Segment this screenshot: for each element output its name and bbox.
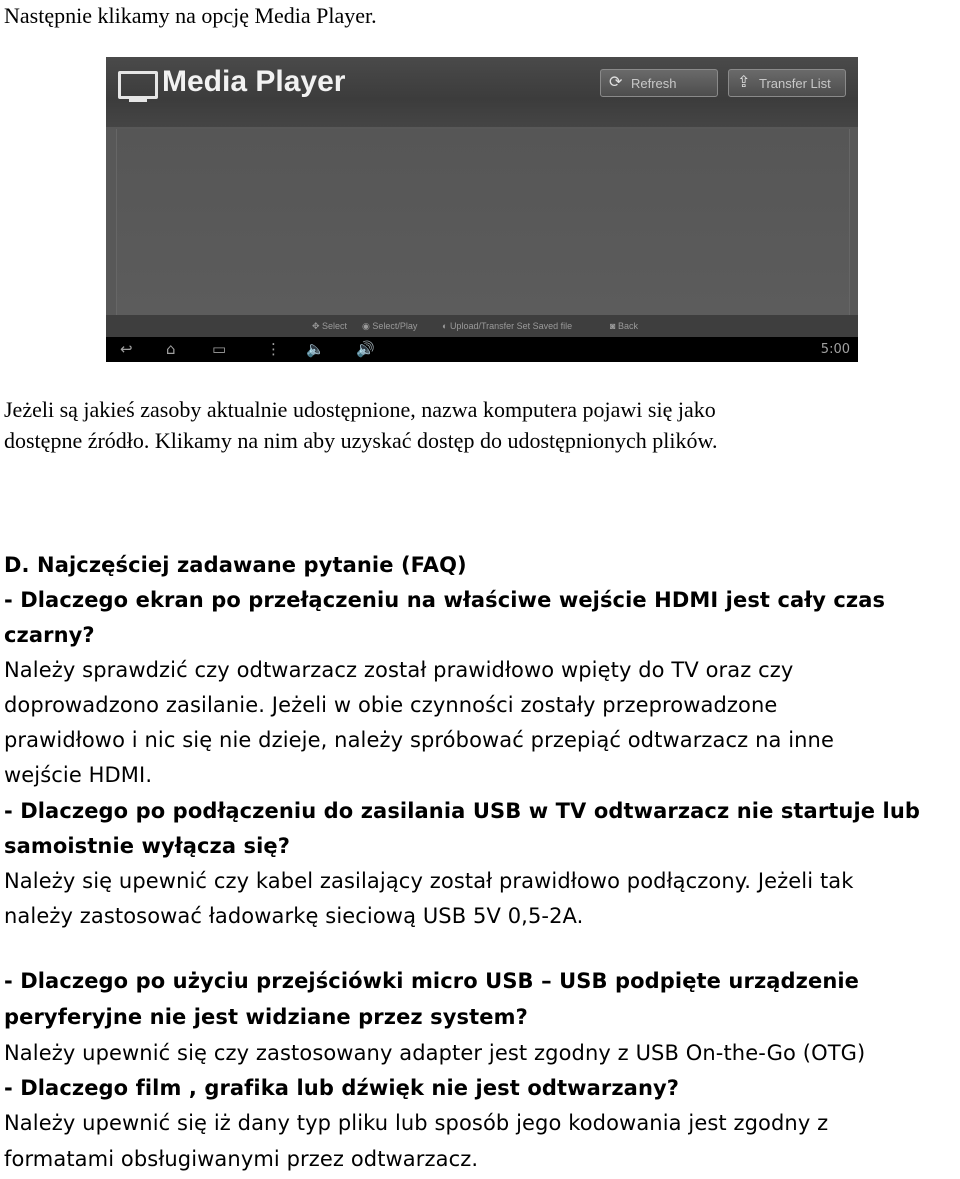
media-player-screenshot xyxy=(106,57,858,362)
paragraph-line: Jeżeli są jakieś zasoby aktualnie udostępnione, nazwa komputera pojawi się jako xyxy=(4,397,716,422)
intro-text: Następnie klikamy na opcję Media Player. xyxy=(4,3,377,28)
app-title: Media Player xyxy=(162,65,346,98)
volume-down-icon[interactable]: 🔈 xyxy=(306,340,325,358)
faq-question-4: - Dlaczego film , grafika lub dźwięk nie jest odtwarzany? xyxy=(4,1076,680,1100)
hint-upload: ◐ Upload/Transfer Set Saved file xyxy=(442,321,573,331)
faq-answer-4: Należy upewnić się iż dany typ pliku lub sposób jego kodowania jest zgodny z xyxy=(4,1111,829,1135)
faq-answer-1: doprowadzono zasilanie. Jeżeli w obie czynności zostały przeprowadzone xyxy=(4,693,778,717)
refresh-label: Refresh xyxy=(631,76,677,91)
transfer-list-label: Transfer List xyxy=(759,76,831,91)
faq-question-1: - Dlaczego ekran po przełączeniu na właściwe wejście HDMI jest cały czas xyxy=(4,588,886,612)
transfer-list-button[interactable] xyxy=(728,69,846,97)
faq-question-2: - Dlaczego po podłączeniu do zasilania USB w TV odtwarzacz nie startuje lub xyxy=(4,799,921,823)
transfer-icon: ⇪ xyxy=(737,74,751,91)
android-nav-bar xyxy=(106,337,858,362)
faq-heading: D. Najczęściej zadawane pytanie (FAQ) xyxy=(4,553,467,577)
status-clock: 5:00 xyxy=(820,342,850,357)
hint-bar xyxy=(106,315,858,337)
faq-answer-1: Należy sprawdzić czy odtwarzacz został prawidłowo wpięty do TV oraz czy xyxy=(4,658,794,682)
faq-question-3: - Dlaczego po użyciu przejściówki micro USB – USB podpięte urządzenie xyxy=(4,969,860,993)
faq-answer-4: formatami obsługiwanymi przez odtwarzacz. xyxy=(4,1147,479,1171)
content-area xyxy=(116,129,850,315)
faq-answer-2: Należy się upewnić czy kabel zasilający został prawidłowo podłączony. Jeżeli tak xyxy=(4,869,854,893)
faq-answer-3: Należy upewnić się czy zastosowany adapter jest zgodny z USB On-the-Go (OTG) xyxy=(4,1041,866,1065)
faq-answer-2: należy zastosować ładowarkę sieciową USB 5V 0,5-2A. xyxy=(4,904,584,928)
app-header xyxy=(106,57,858,127)
faq-question-2: samoistnie wyłącza się? xyxy=(4,834,291,858)
hint-back: ◙ Back xyxy=(610,321,638,331)
refresh-button[interactable] xyxy=(600,69,718,97)
menu-icon[interactable]: ⋮ xyxy=(266,340,281,358)
faq-question-3: peryferyjne nie jest widziane przez system? xyxy=(4,1005,528,1029)
back-icon[interactable]: ↩ xyxy=(120,340,133,358)
faq-question-1: czarny? xyxy=(4,623,95,647)
faq-answer-1: wejście HDMI. xyxy=(4,763,153,787)
paragraph-line: dostępne źródło. Klikamy na nim aby uzyskać dostęp do udostępnionych plików. xyxy=(4,428,718,453)
refresh-icon: ⟳ xyxy=(609,74,623,91)
home-icon[interactable]: ⌂ xyxy=(166,340,176,358)
faq-answer-1: prawidłowo i nic się nie dzieje, należy spróbować przepiąć odtwarzacz na inne xyxy=(4,728,834,752)
recent-apps-icon[interactable]: ▭ xyxy=(212,340,227,358)
hint-select-play: ◉ Select/Play xyxy=(362,321,418,331)
tv-icon xyxy=(118,71,158,99)
volume-up-icon[interactable]: 🔊 xyxy=(356,340,375,358)
hint-select: ✥ Select xyxy=(312,321,348,331)
